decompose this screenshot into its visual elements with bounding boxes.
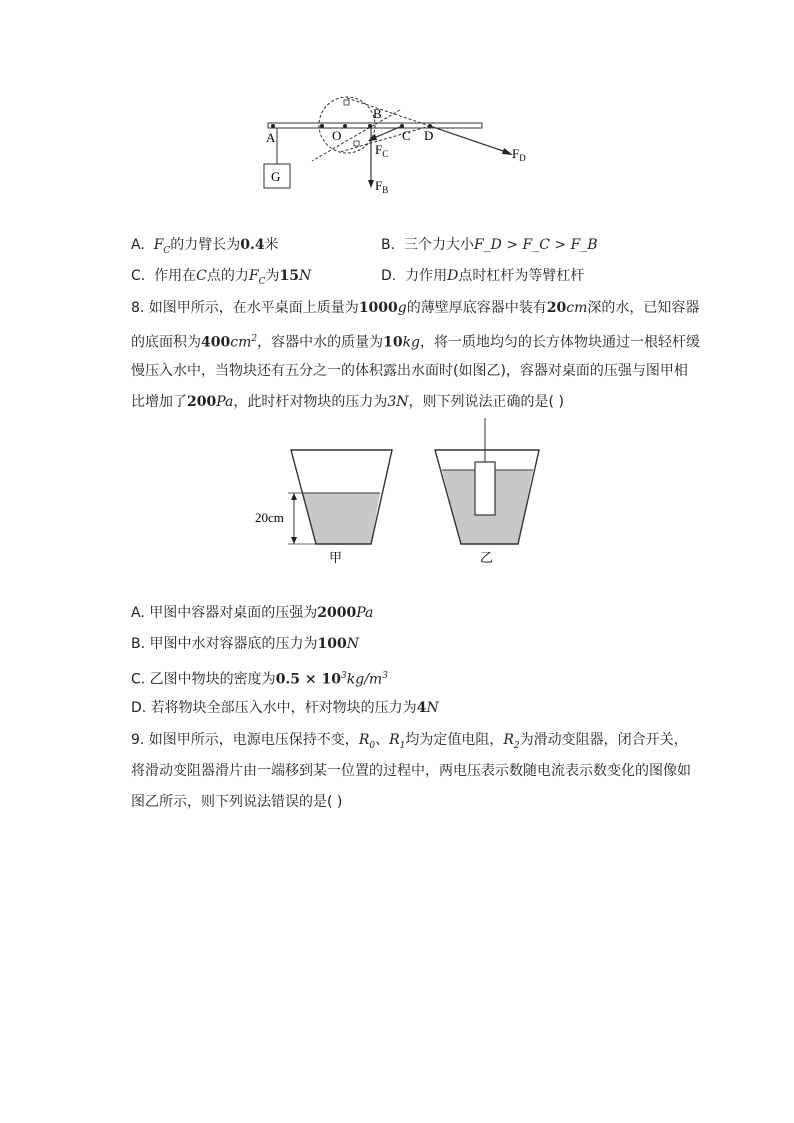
q8-option-b: B. 甲图中水对容器底的压力为100N <box>131 636 359 652</box>
container-diagram <box>250 418 550 570</box>
q7-option-d: D. 力作用D点时杠杆为等臂杠杆 <box>381 268 585 284</box>
q9-stem-line-1: 9. 如图甲所示，电源电压保持不变，$R_0$、$R_1$均为定值电阻，$R_2$为滑动变阻器，闭合开关， <box>131 732 688 751</box>
label-d: D <box>424 128 434 143</box>
label-g: G <box>271 169 281 184</box>
q8-option-d: D. 若将物块全部压入水中，杆对物块的压力为4N <box>131 700 439 716</box>
lever-diagram <box>250 96 550 196</box>
label-o: O <box>332 128 342 143</box>
label-fc: $F_C$ <box>375 142 389 159</box>
q7-option-c: C. 作用在C点的力$F_C$为15N <box>131 268 312 287</box>
q8-option-a: A. 甲图中容器对桌面的压强为2000Pa <box>131 605 374 621</box>
q8-stem-line-4: 比增加了200Pa，此时杆对物块的压力为3N，则下列说法正确的是( ) <box>131 394 564 410</box>
depth-label: 20cm <box>255 510 284 525</box>
block-yi <box>475 462 495 515</box>
q9-stem-line-2: 将滑动变阻器滑片由一端移到某一位置的过程中，两电压表示数随电流表示数变化的图像如 <box>131 763 691 779</box>
label-fd: $F_D$ <box>512 146 526 163</box>
q7-option-a: A. $F_C$的力臂长为0.4米 <box>131 237 279 256</box>
q8-stem-line-1: 8. 如图甲所示，在水平桌面上质量为1000g的薄壁厚底容器中装有20cm深的水，已知容器 <box>131 300 700 316</box>
q8-option-c: C. 乙图中物块的密度为$0.5 \times 10^3kg/m^3$ <box>131 671 388 688</box>
label-fb: $F_B$ <box>375 178 389 195</box>
q9-stem-line-3: 图乙所示，则下列说法错误的是( ) <box>131 794 343 810</box>
label-b: B <box>373 106 382 121</box>
q7-option-b: B. 三个力大小F_D > F_C > F_B <box>381 237 598 253</box>
q8-stem-line-2: 的底面积为$400cm^2$，容器中水的质量为10kg，将一质地均匀的长方体物块通过一根轻杆缓 <box>131 334 701 351</box>
label-jia: 甲 <box>329 550 343 565</box>
q8-stem-line-3: 慢压入水中，当物块还有五分之一的体积露出水面时(如图乙)，容器对桌面的压强与图甲相 <box>131 363 688 379</box>
label-a: A <box>266 130 276 145</box>
label-yi: 乙 <box>480 550 494 565</box>
label-c: C <box>402 128 411 143</box>
